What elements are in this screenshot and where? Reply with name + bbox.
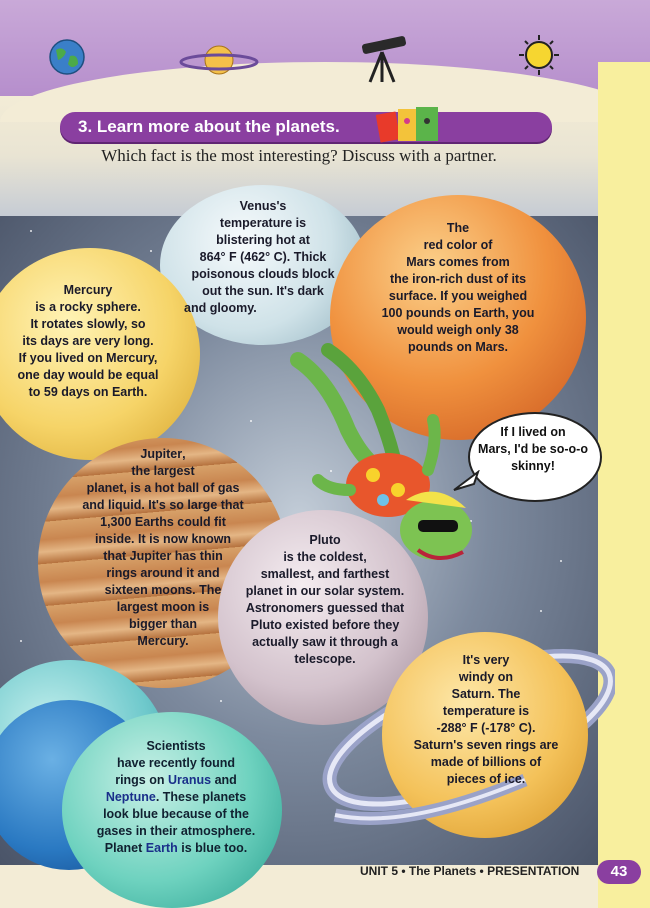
venus-name: Venus's bbox=[239, 199, 287, 213]
un-line: is blue too. bbox=[181, 841, 248, 855]
pluto-name: Pluto bbox=[309, 533, 341, 547]
mercury-line: If you lived on Mercury, bbox=[18, 351, 158, 365]
mars-line: the iron-rich dust of its bbox=[389, 272, 527, 286]
venus-line: blistering hot at bbox=[216, 233, 310, 247]
jupiter-line: that Jupiter has thin bbox=[103, 549, 223, 563]
saturn-name-line: Saturn. The bbox=[451, 687, 521, 701]
mercury-line: is a rocky sphere. bbox=[35, 300, 141, 314]
mars-line: comes from bbox=[438, 255, 510, 269]
mars-lead: The bbox=[446, 221, 470, 235]
pluto-text bbox=[228, 532, 422, 668]
saturn-line: pieces of ice. bbox=[446, 772, 526, 786]
venus-line: poisonous clouds block bbox=[191, 267, 335, 281]
mars-name-line bbox=[340, 254, 576, 271]
mercury-name: Mercury bbox=[63, 283, 113, 297]
mercury-line: to 59 days on Earth. bbox=[28, 385, 148, 399]
jupiter-line: rings around it and bbox=[106, 566, 220, 580]
venus-line: out the sun. It's dark bbox=[202, 284, 324, 298]
earth-globe-icon bbox=[48, 38, 86, 76]
saturn-line: made of billions of bbox=[430, 755, 542, 769]
saturn-line: Saturn's seven rings are bbox=[413, 738, 559, 752]
jupiter-line: largest moon is bbox=[116, 600, 210, 614]
pluto-line: actually saw it through a bbox=[252, 635, 398, 649]
mars-text bbox=[340, 220, 576, 356]
earth-name: Earth bbox=[145, 841, 178, 855]
venus-text bbox=[170, 198, 356, 317]
jupiter-line: the largest bbox=[131, 464, 195, 478]
neptune-name: Neptune bbox=[105, 790, 156, 804]
pluto-line: Pluto existed before they bbox=[250, 618, 400, 632]
un-line: look blue because of the bbox=[103, 807, 249, 821]
mars-line: surface. If you weighed bbox=[388, 289, 528, 303]
instruction-text: Which fact is the most interesting? Discuss with a partner. bbox=[101, 146, 497, 165]
bubble-line: If I lived on bbox=[500, 425, 566, 439]
pluto-line: Astronomers guessed that bbox=[245, 601, 405, 615]
jupiter-line: and liquid. It's so large that bbox=[82, 498, 244, 512]
mars-line: 100 pounds on Earth, you bbox=[381, 306, 535, 320]
bubble-line: Mars, I'd be so-o-o bbox=[478, 442, 588, 456]
venus-line: 864° F (462° C). Thick bbox=[199, 250, 327, 264]
mars-line: would weigh only 38 bbox=[397, 323, 519, 337]
un-line: Planet bbox=[104, 841, 143, 855]
venus-line: and gloomy. bbox=[184, 301, 257, 315]
mercury-line: its days are very long. bbox=[22, 334, 154, 348]
telescope-icon bbox=[352, 34, 414, 84]
uranus-neptune-text bbox=[76, 738, 276, 857]
mars-line: pounds on Mars. bbox=[408, 340, 508, 354]
jupiter-line: 1,300 Earths could fit bbox=[100, 515, 226, 529]
un-line: These planets bbox=[162, 790, 247, 804]
mercury-line: It rotates slowly, so bbox=[30, 317, 146, 331]
saturn-line: temperature is bbox=[442, 704, 530, 718]
jupiter-line: planet, is a hot ball of gas bbox=[86, 481, 240, 495]
jupiter-name: Jupiter bbox=[140, 447, 183, 461]
saturn-lead2: windy on bbox=[458, 670, 514, 684]
books-icon bbox=[376, 105, 442, 145]
pluto-line: telescope. bbox=[294, 652, 356, 666]
jupiter-line: sixteen moons. The bbox=[104, 583, 222, 597]
bubble-line: skinny! bbox=[511, 459, 555, 473]
un-neptune-line: Neptune. These planets bbox=[105, 790, 247, 804]
un-earth-line bbox=[76, 840, 276, 857]
page-number: 43 bbox=[597, 860, 641, 884]
un-line: have recently found bbox=[116, 756, 236, 770]
mars-lead2: red color of bbox=[423, 238, 493, 252]
un-line: Scientists bbox=[146, 739, 206, 753]
venus-line: temperature is bbox=[219, 216, 307, 230]
section-title: 3. Learn more about the planets. bbox=[78, 117, 340, 136]
un-line: rings on bbox=[115, 773, 165, 787]
pluto-line: planet in our solar system. bbox=[245, 584, 405, 598]
jupiter-line: bigger than bbox=[128, 617, 198, 631]
jupiter-line: inside. It is now known bbox=[94, 532, 232, 546]
uranus-name: Uranus bbox=[168, 773, 212, 787]
un-rings-line bbox=[76, 772, 276, 789]
footer-unit: UNIT 5 • The Planets • PRESENTATION bbox=[360, 864, 580, 878]
ringed-planet-icon bbox=[178, 40, 260, 80]
pluto-line: is the coldest, bbox=[283, 550, 367, 564]
mercury-line: one day would be equal bbox=[17, 368, 159, 382]
mercury-text bbox=[0, 282, 176, 401]
saturn-name: Saturn bbox=[451, 687, 492, 701]
jupiter-line: Mercury. bbox=[137, 634, 189, 648]
saturn-lead: It's very bbox=[462, 653, 510, 667]
pluto-line: smallest, and farthest bbox=[260, 567, 390, 581]
saturn-text bbox=[396, 652, 576, 788]
sun-icon bbox=[518, 34, 560, 76]
mars-name: Mars bbox=[406, 255, 436, 269]
un-and: and bbox=[214, 773, 237, 787]
jupiter-name-line: Jupiter, bbox=[140, 447, 186, 461]
saturn-line: -288° F (-178° C). bbox=[436, 721, 536, 735]
speech-bubble-text bbox=[472, 424, 594, 475]
un-line: gases in their atmosphere. bbox=[96, 824, 256, 838]
